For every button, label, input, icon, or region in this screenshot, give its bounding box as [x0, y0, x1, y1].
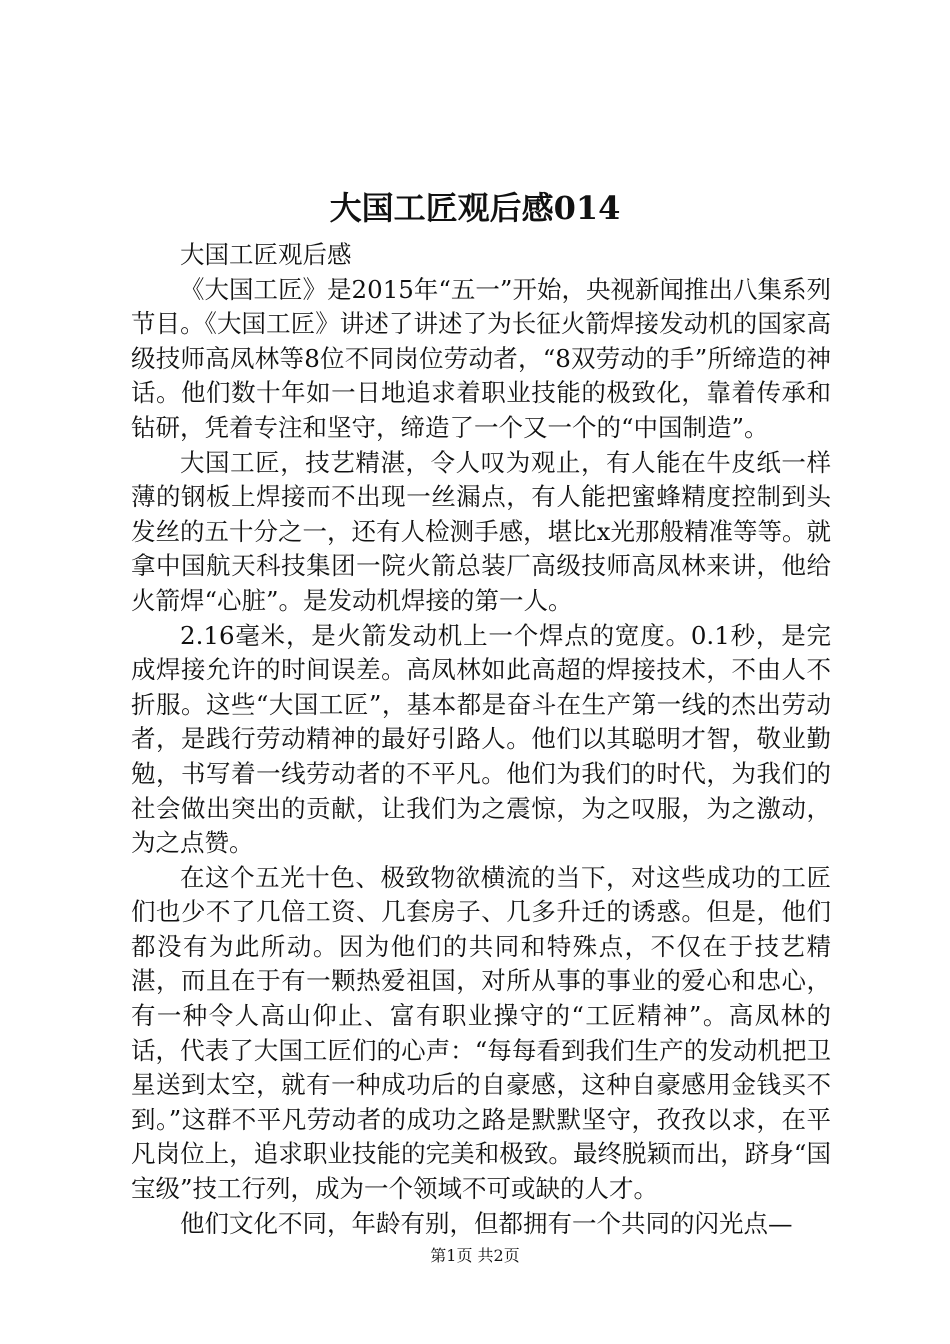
paragraph-subtitle: 大国工匠观后感 [180, 240, 352, 269]
document-title: 大国工匠观后感014 [329, 189, 621, 227]
paragraph-precision: 2.16毫米，是火箭发动机上一个焊点的宽度。0.1秒，是完成焊接允许的时间误差。高凤林如此高超的焊接技术，不由人不折服。这些“大国工匠”，基本都是奋斗在生产第一线的杰出劳动者，是践行劳动精神的最好引路人。他们以其聪明才智，敬业勤勉，书写着一线劳动者的不平凡。他们为我们的时代，为我们的社会做出突出的贡献，让我们为之震惊，为之叹服，为之激动，为之点赞。 [131, 620, 831, 858]
paragraph-spirit: 在这个五光十色、极致物欲横流的当下，对这些成功的工匠们也少不了几倍工资、几套房子、几多升迁的诱惑。但是，他们都没有为此所动。因为他们的共同和特殊点，不仅在于技艺精湛，而且在于有一颗热爱祖国，对所从事的事业的爱心和忠心，有一种令人高山仰止、富有职业操守的“工匠精神”。高凤林的话，代表了大国工匠们的心声：“每每看到我们生产的发动机把卫星送到太空，就有一种成功后的自豪感，这种自豪感用金钱买不到。”这群不平凡劳动者的成功之路是默默坚守，孜孜以求，在平凡岗位上，追求职业技能的完美和极致。最终脱颖而出，跻身“国宝级”技工行列，成为一个领域不可或缺的人才。 [131, 862, 831, 1204]
page-number-footer: 第1页 共2页 [430, 1246, 520, 1265]
paragraph-skills: 大国工匠，技艺精湛，令人叹为观止，有人能在牛皮纸一样薄的钢板上焊接而不出现一丝漏点，有人能把蜜蜂精度控制到头发丝的五十分之一，还有人检测手感，堪比x光那般精准等等。就拿中国航天科技集团一院火箭总装厂高级技师高凤林来讲，他给火箭焊“心脏”。是发动机焊接的第一人。 [131, 447, 831, 615]
paragraph-continuation: 他们文化不同，年龄有别，但都拥有一个共同的闪光点— [180, 1208, 793, 1238]
paragraph-intro: 《大国工匠》是2015年“五一”开始，央视新闻推出八集系列节目。《大国工匠》讲述了讲述了为长征火箭焊接发动机的国家高级技师高凤林等8位不同岗位劳动者，“8双劳动的手”所缔造的神话。他们数十年如一日地追求着职业技能的极致化，靠着传承和钻研，凭着专注和坚守，缔造了一个又一个的“中国制造”。 [131, 274, 831, 442]
document-body [131, 238, 831, 1241]
